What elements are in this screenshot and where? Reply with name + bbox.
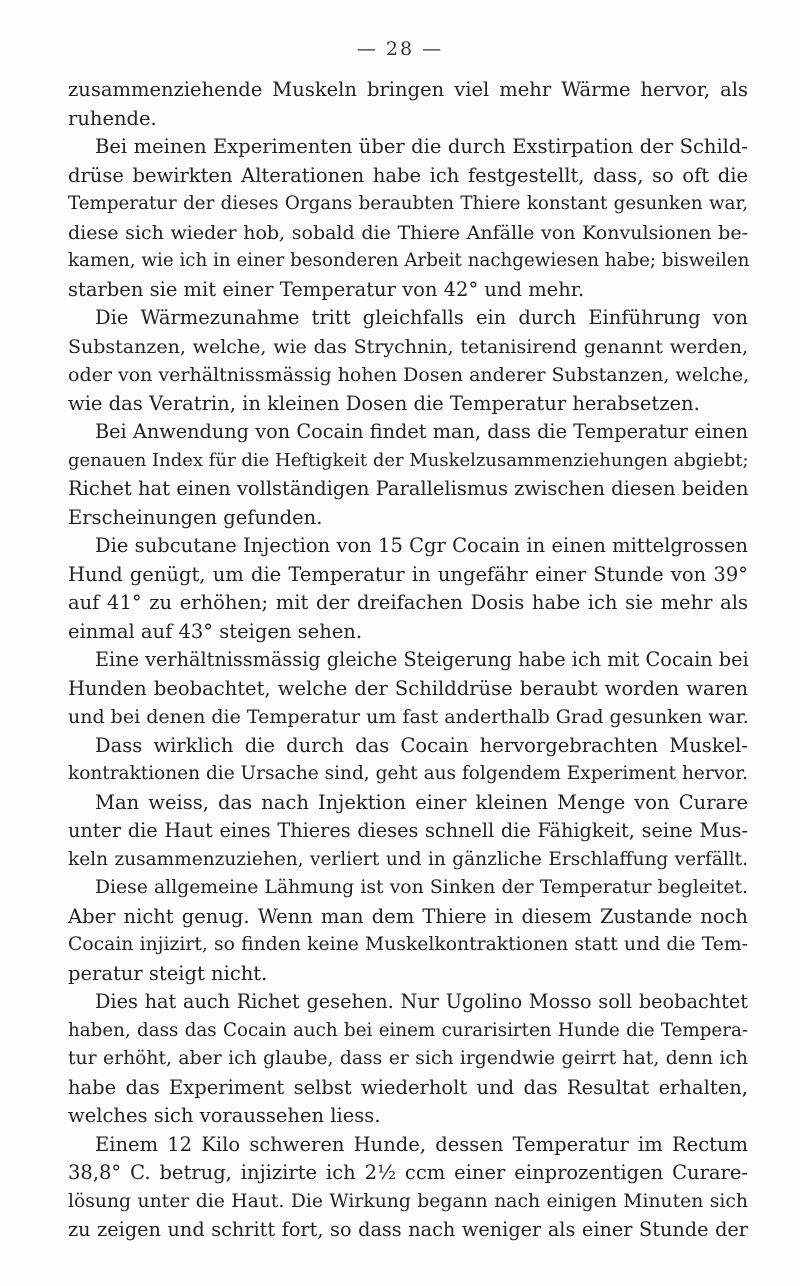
page-number: — 28 — bbox=[356, 38, 444, 60]
body-text bbox=[68, 76, 748, 1245]
text-line: diese sich wieder hob, sobald die Thiere Anfälle von Konvulsionen be- bbox=[68, 221, 748, 244]
text-line: peratur steigt nicht. bbox=[68, 961, 268, 985]
text-line: kontraktionen die Ursache sind, geht aus folgendem Experiment hervor. bbox=[68, 763, 748, 784]
text-line: habe das Experiment selbst wiederholt und das Resultat erhalten, bbox=[68, 1075, 748, 1099]
text-line: wie das Veratrin, in kleinen Dosen die Temperatur herabsetzen. bbox=[68, 391, 700, 415]
text-line: einmal auf 43° steigen sehen. bbox=[68, 619, 363, 643]
text-line: Einem 12 Kilo schweren Hunde, dessen Temperatur im Rectum bbox=[95, 1132, 748, 1156]
text-line: und bei denen die Temperatur um fast anderthalb Grad gesunken war. bbox=[68, 706, 749, 728]
text-line: keln zusammenzuziehen, verliert und in gänzliche Erschlaffung verfällt. bbox=[68, 848, 748, 870]
text-line: oder von verhältnissmässig hohen Dosen anderer Substanzen, welche, bbox=[68, 364, 750, 386]
text-line: lösung unter die Haut. Die Wirkung begann nach einigen Minuten sich bbox=[68, 1190, 748, 1212]
text-line: Hunden beobachtet, welche der Schilddrüse beraubt worden waren bbox=[68, 676, 748, 700]
text-line: zu zeigen und schritt fort, so dass nach weniger als einer Stunde der bbox=[68, 1218, 748, 1241]
text-line: kamen, wie ich in einer besonderen Arbeit nachgewiesen habe; bisweilen bbox=[68, 250, 750, 271]
text-line: Cocain injizirt, so finden keine Muskelkontraktionen statt und die Tem- bbox=[68, 934, 748, 955]
text-line: Man weiss, das nach Injektion einer kleinen Menge von Curare bbox=[95, 790, 748, 814]
text-line: zusammenziehende Muskeln bringen viel mehr Wärme hervor, als bbox=[68, 78, 748, 101]
text-line: Dies hat auch Richet gesehen. Nur Ugolino Mosso soll beobachtet bbox=[95, 990, 748, 1013]
text-line: tur erhöht, aber ich glaube, dass er sich irgendwie geirrt hat, denn ich bbox=[68, 1048, 748, 1069]
text-line: genauen Index für die Heftigkeit der Muskelzusammenziehungen abgiebt; bbox=[68, 449, 749, 471]
text-line: Hund genügt, um die Temperatur in ungefähr einer Stunde von 39° bbox=[68, 562, 748, 586]
text-line: Die subcutane Injection von 15 Cgr Cocain in einen mittelgrossen bbox=[95, 534, 748, 557]
text-line: auf 41° zu erhöhen; mit der dreifachen Dosis habe ich sie mehr als bbox=[68, 591, 748, 614]
text-line: Die Wärmezunahme tritt gleichfalls ein durch Einführung von bbox=[95, 306, 748, 329]
text-line: haben, dass das Cocain auch bei einem curarisirten Hunde die Tempera- bbox=[68, 1019, 748, 1041]
text-line: Diese allgemeine Lähmung ist von Sinken der Temperatur begleitet. bbox=[95, 877, 748, 898]
text-line: Bei meinen Experimenten über die durch Exstirpation der Schild- bbox=[95, 135, 748, 158]
text-line: Aber nicht genug. Wenn man dem Thiere in diesem Zustande noch bbox=[68, 904, 748, 928]
text-line: Eine verhältnissmässig gleiche Steigerung habe ich mit Cocain bei bbox=[95, 648, 749, 671]
text-line: welches sich voraussehen liess. bbox=[68, 1104, 381, 1127]
text-line: Bei Anwendung von Cocain findet man, dass die Temperatur einen bbox=[95, 420, 748, 443]
text-line: Erscheinungen gefunden. bbox=[68, 505, 323, 529]
text-line: drüse bewirkten Alterationen habe ich festgestellt, dass, so oft die bbox=[68, 163, 748, 187]
text-line: Temperatur der dieses Organs beraubten Thiere konstant gesunken war, bbox=[68, 193, 748, 214]
text-line: Substanzen, welche, wie das Strychnin, tetanisirend genannt werden, bbox=[68, 335, 748, 358]
text-line: Richet hat einen vollständigen Parallelismus zwischen diesen beiden bbox=[68, 477, 749, 500]
text-line: ruhende. bbox=[68, 106, 157, 130]
text-line: unter die Haut eines Thieres dieses schnell die Fähigkeit, seine Mus- bbox=[68, 819, 748, 842]
text-line: Dass wirklich die durch das Cocain hervorgebrachten Muskel- bbox=[95, 733, 748, 757]
text-line: 38,8° C. betrug, injizirte ich 2½ ccm einer einprozentigen Curare- bbox=[68, 1161, 748, 1184]
text-line: starben sie mit einer Temperatur von 42° und mehr. bbox=[68, 277, 585, 301]
